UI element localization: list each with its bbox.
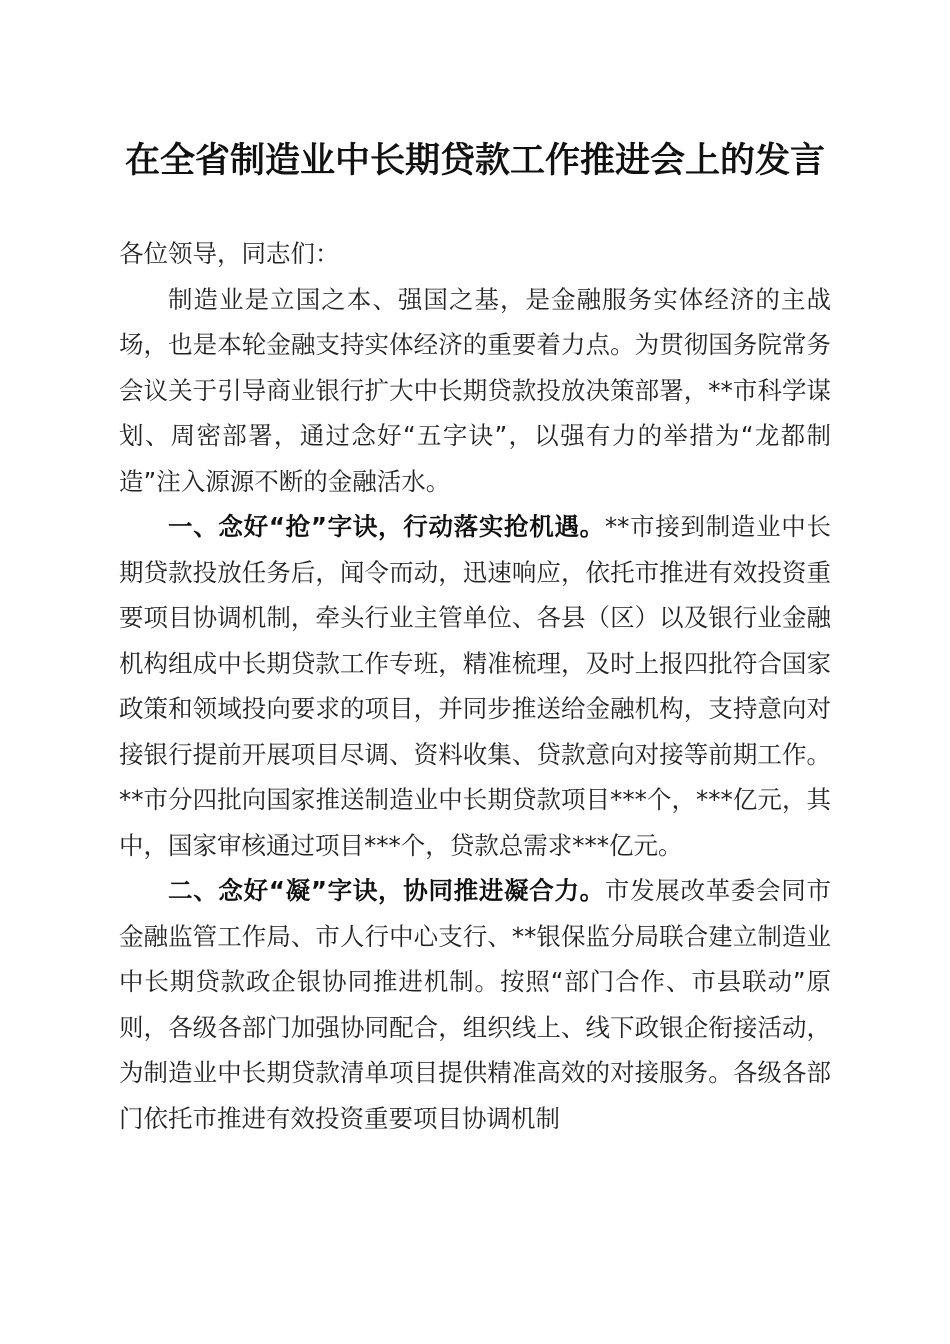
document-body (119, 231, 831, 1141)
paragraph-section-2 (119, 868, 831, 1141)
paragraph-intro (119, 277, 831, 505)
paragraph-text: 制造业是立国之本、强国之基，是金融服务实体经济的主战场，也是本轮金融支持实体经济的重要着力点。为贯彻国务院常务会议关于引导商业银行扩大中长期贷款投放决策部署，**市科学谋划、周密部署，通过念好“五字诀”，以强有力的举措为“龙都制造”注入源源不断的金融活水。 (119, 284, 831, 496)
salutation: 各位领导，同志们： (119, 239, 340, 268)
paragraph-section-1 (119, 504, 831, 868)
document-title: 在全省制造业中长期贷款工作推进会上的发言 (124, 140, 825, 181)
paragraph-text: 市发展改革委会同市金融监管工作局、市人行中心支行、**银保监分局联合建立制造业中长期贷款政企银协同推进机制。按照“部门合作、市县联动”原则，各级各部门加强协同配合，组织线上、线下政银企衔接活动，为制造业中长期贷款清单项目提供精准高效的对接服务。各级各部门依托市推进有效投资重要项目协调机制 (119, 876, 832, 1133)
section-heading: 二、念好“凝”字诀，协同推进凝合力。 (168, 876, 605, 905)
section-heading: 一、念好“抢”字诀，行动落实抢机遇。 (168, 512, 605, 541)
paragraph-text: **市接到制造业中长期贷款投放任务后，闻令而动，迅速响应，依托市推进有效投资重要项目协调机制，牵头行业主管单位、各县（区）以及银行业金融机构组成中长期贷款工作专班，精准梳理，及时上报四批符合国家政策和领域投向要求的项目，并同步推送给金融机构，支持意向对接银行提前开展项目尽调、资料收集、贷款意向对接等前期工作。**市分四批向国家推送制造业中长期贷款项目***个，***亿元，其中，国家审核通过项目***个，贷款总需求***亿元。 (119, 512, 832, 860)
